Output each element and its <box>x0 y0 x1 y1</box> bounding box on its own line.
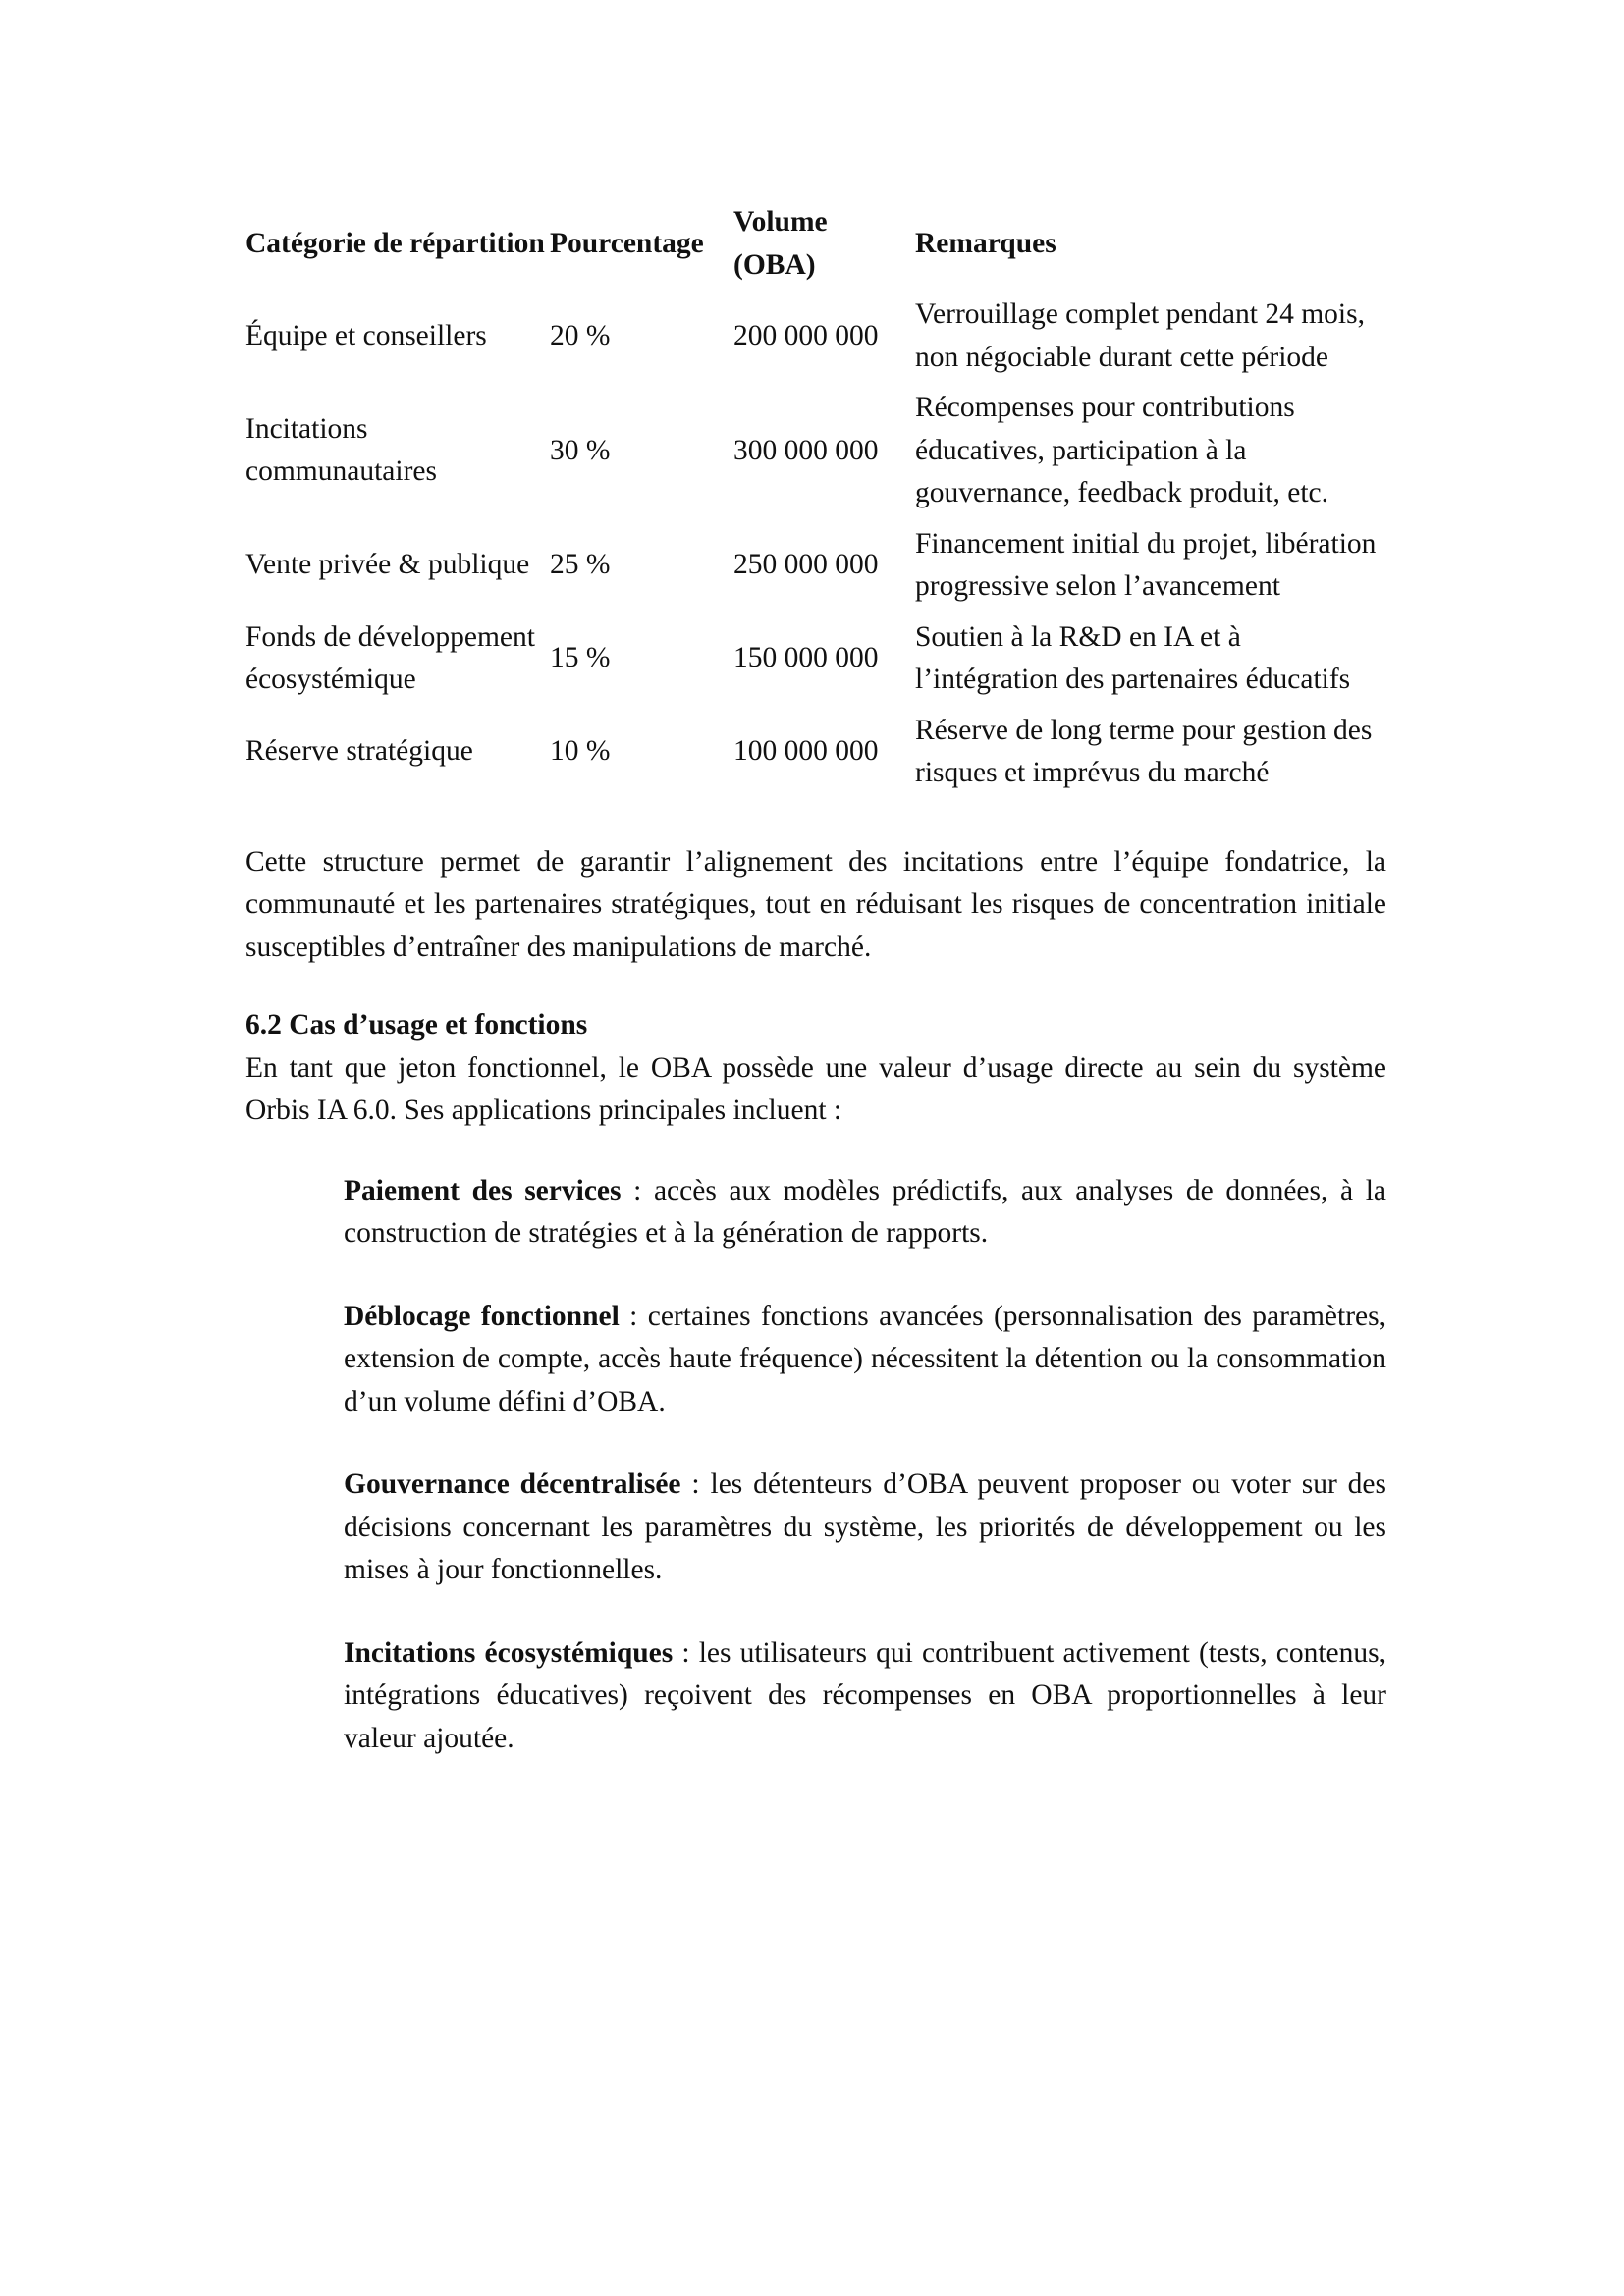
use-case-item <box>344 1296 1386 1424</box>
row-volume: 250 000 000 <box>733 549 879 581</box>
use-case-term: Paiement des services <box>344 1174 622 1206</box>
section-intro: En tant que jeton fonctionnel, le OBA possède une valeur d’usage directe au sein du système Orbis IA 6.0. Ses applications principales incluent : <box>245 1051 1386 1126</box>
table-row <box>245 614 1386 707</box>
row-category: Réserve stratégique <box>245 735 473 768</box>
use-case-description: : accès aux modèles prédictifs, aux analyses de données, à la construction de stratégies et à la génération de rapports. <box>344 1174 1387 1249</box>
table-row <box>245 520 1386 614</box>
row-volume: 100 000 000 <box>733 735 879 768</box>
row-volume: 300 000 000 <box>733 434 879 466</box>
closing-paragraph: Cette structure permet de garantir l’alignement des incitations entre l’équipe fondatrice, la communauté et les partenaires stratégiques, tout en réduisant les risques de concentration initiale susceptibles d’entraîner des manipulations de marché. <box>245 845 1386 963</box>
row-remarks: Soutien à la R&D en IA et à l’intégration des partenaires éducatifs <box>915 620 1351 695</box>
row-category: Équipe et conseillers <box>245 319 487 351</box>
row-remarks: Récompenses pour contributions éducatives, participation à la gouvernance, feedback produit, etc. <box>915 392 1328 508</box>
use-cases-list <box>344 1170 1386 1761</box>
row-volume: 200 000 000 <box>733 319 879 351</box>
use-case-description: : les détenteurs d’OBA peuvent proposer ou voter sur des décisions concernant les paramètres du système, les priorités de développement ou les mises à jour fonctionnelles. <box>344 1468 1386 1585</box>
table-header-row <box>245 201 1386 291</box>
row-percentage: 10 % <box>550 735 611 768</box>
token-allocation-table <box>245 201 1386 800</box>
row-percentage: 15 % <box>550 642 611 674</box>
row-percentage: 20 % <box>550 319 611 351</box>
row-category: Incitations communautaires <box>245 412 437 488</box>
header-volume: Volume (OBA) <box>733 206 828 281</box>
row-volume: 150 000 000 <box>733 642 879 674</box>
row-percentage: 25 % <box>550 549 611 581</box>
row-remarks: Financement initial du projet, libération progressive selon l’avancement <box>915 527 1377 602</box>
use-case-term: Incitations écosystémiques <box>344 1636 674 1669</box>
use-case-description: : les utilisateurs qui contribuent activement (tests, contenus, intégrations éducatives) reçoivent des récompenses en OBA proportionnelles à leur valeur ajoutée. <box>344 1636 1386 1754</box>
use-case-item <box>344 1170 1386 1255</box>
table-row <box>245 291 1386 384</box>
header-percentage: Pourcentage <box>550 227 704 259</box>
table-row <box>245 707 1386 800</box>
section-heading: 6.2 Cas d’usage et fonctions <box>245 1009 588 1041</box>
use-case-term: Gouvernance décentralisée <box>344 1468 681 1500</box>
document-page <box>245 201 1386 1800</box>
header-remarks: Remarques <box>915 227 1056 259</box>
row-category: Vente privée & publique <box>245 549 530 581</box>
use-case-term: Déblocage fonctionnel <box>344 1300 620 1332</box>
use-case-description: : certaines fonctions avancées (personnalisation des paramètres, extension de compte, accès haute fréquence) nécessitent la détention ou la consommation d’un volume défini d’OBA. <box>344 1300 1386 1417</box>
table-row <box>245 384 1386 520</box>
header-category: Catégorie de répartition <box>245 227 545 259</box>
row-remarks: Verrouillage complet pendant 24 mois, non négociable durant cette période <box>915 298 1365 373</box>
use-case-item <box>344 1464 1386 1592</box>
row-percentage: 30 % <box>550 434 611 466</box>
row-remarks: Réserve de long terme pour gestion des risques et imprévus du marché <box>915 714 1373 788</box>
row-category: Fonds de développement écosystémique <box>245 620 535 695</box>
use-case-item <box>344 1632 1386 1761</box>
